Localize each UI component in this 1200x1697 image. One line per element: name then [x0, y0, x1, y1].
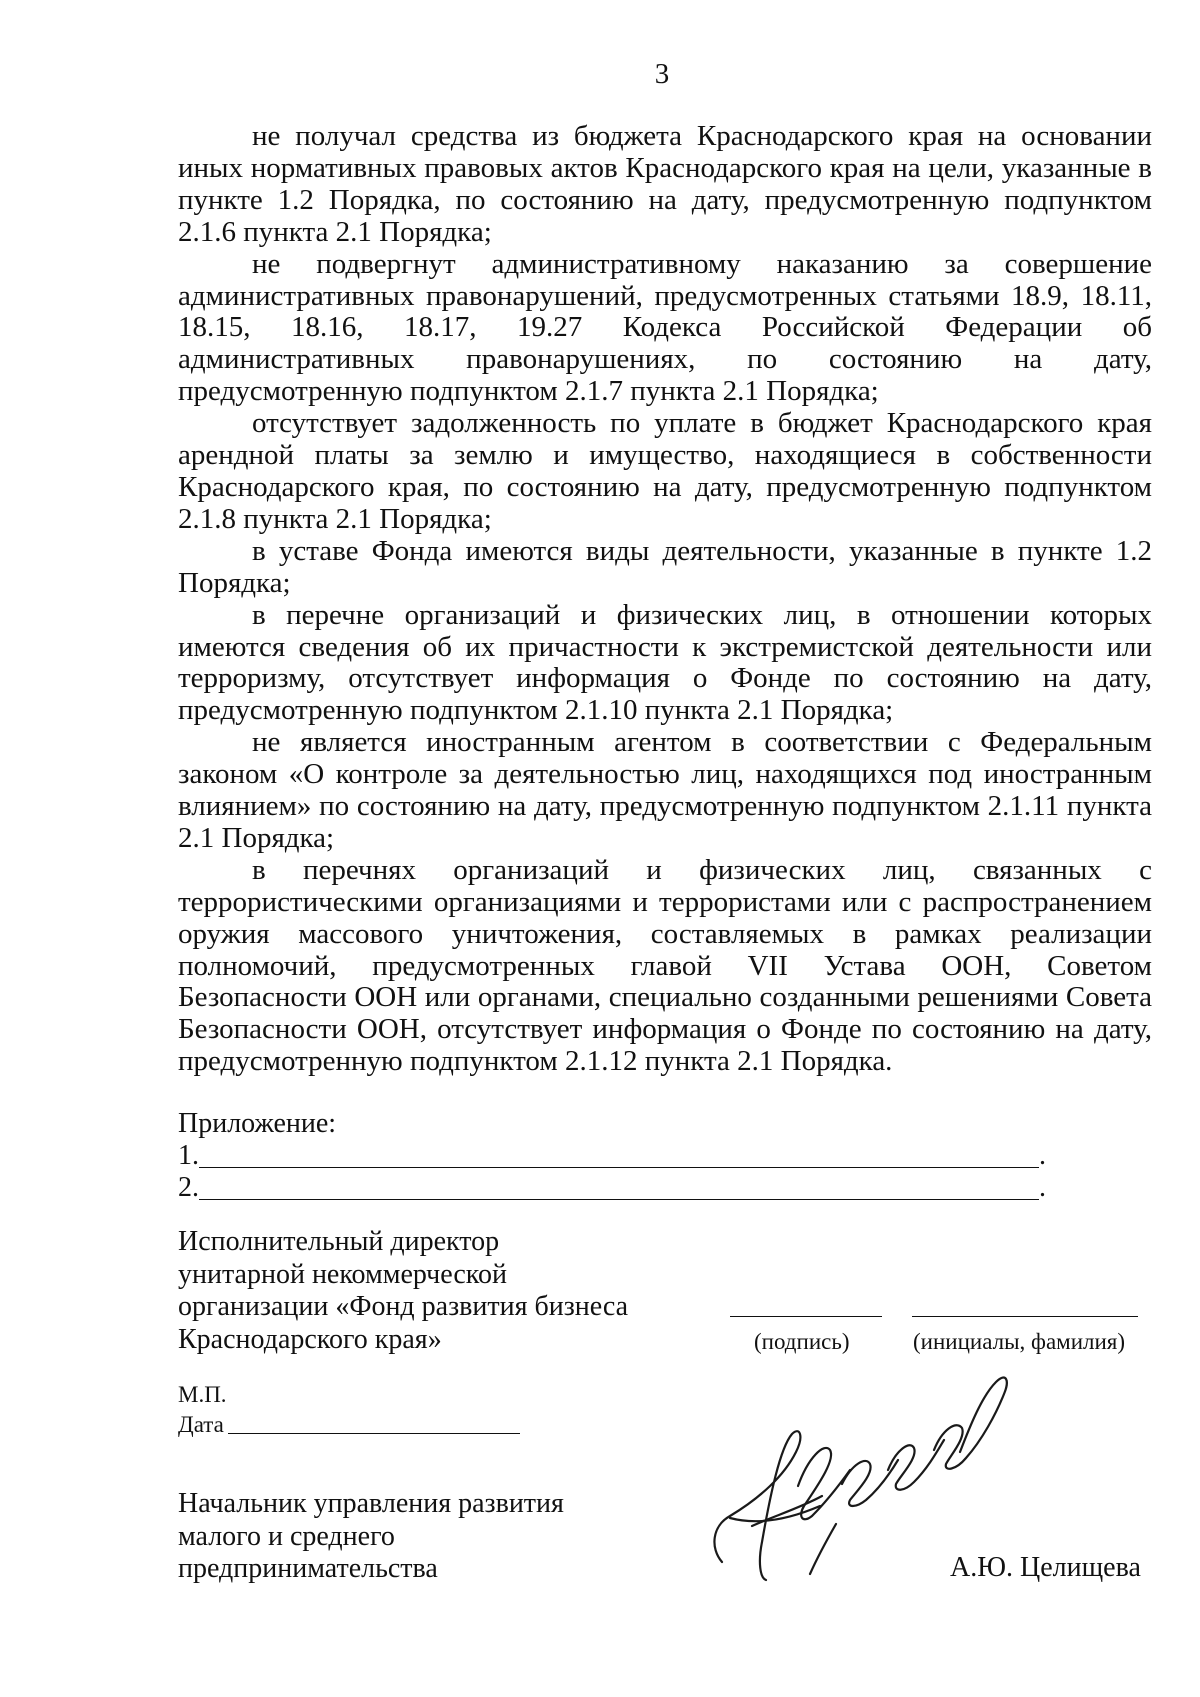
director-title-line: Исполнительный директор — [178, 1226, 500, 1257]
stamp-date-block — [178, 1380, 598, 1440]
paragraph-budget-funds: не получал средства из бюджета Краснодарского края на основании иных нормативных правовых актов Краснодарского края на цели, указанные в пункте 1.2 Порядка, по состоянию на дату, предусмотренную подпунктом 2.1.6 пункта 2.1 Порядка; — [178, 120, 1152, 248]
date-row — [178, 1410, 598, 1440]
document-body — [178, 121, 1152, 1078]
appendix-item-end: . — [1039, 1140, 1046, 1171]
director-title-line: организации «Фонд развития бизнеса — [178, 1291, 629, 1322]
page-number: 3 — [654, 58, 670, 90]
appendix-item-number: 2. — [178, 1172, 199, 1203]
appendix-item — [178, 1172, 1058, 1204]
signature-blank-line — [730, 1316, 882, 1317]
paragraph-administrative-penalty: не подвергнут административному наказанию за совершение административных правонарушений, предусмотренных статьями 18.9, 18.11, 18.15, 18.16, 18.17, 19.27 Кодекса Российской Федерации об административных правонарушениях, по состоянию на дату, предусмотренную подпунктом 2.1.7 пункта 2.1 Порядка; — [178, 247, 1152, 408]
date-label: Дата — [178, 1412, 224, 1437]
chief-title-line: Начальник управления развития — [178, 1488, 564, 1519]
appendix-item — [178, 1140, 1058, 1172]
stamp-row — [178, 1380, 598, 1410]
chief-name: А.Ю. Целищева — [950, 1552, 1141, 1583]
name-caption: (инициалы, фамилия) — [913, 1329, 1126, 1354]
paragraph-extremism-list: в перечне организаций и физических лиц, в отношении которых имеются сведения об их причастности к экстремистской деятельности или терроризму, отсутствует информация о Фонде по состоянию на дату, предусмотренную подпунктом 2.1.10 пункта 2.1 Порядка; — [178, 598, 1152, 727]
name-blank-line — [912, 1316, 1138, 1317]
stamp-label: М.П. — [178, 1382, 227, 1407]
signature-caption: (подпись) — [754, 1329, 850, 1354]
paragraph-terrorism-lists: в перечнях организаций и физических лиц, связанных с террористическими организациями и террористами или с распространением оружия массового уничтожения, составляемых в рамках реализации полномочий, предусмотренных главой VII Устава ООН, Советом Безопасности ООН или органами, специально созданными решениями Совета Безопасности ООН, отсутствует информация о Фонде по состоянию на дату, предусмотренную подпунктом 2.1.12 пункта 2.1 Порядка. — [178, 853, 1152, 1078]
paragraph-rent-debt: отсутствует задолженность по уплате в бюджет Краснодарского края арендной платы за землю и имущество, находящиеся в собственности Краснодарского края, по состоянию на дату, предусмотренную подпунктом 2.1.8 пункта 2.1 Порядка; — [178, 407, 1152, 535]
director-title-line: унитарной некоммерческой — [178, 1258, 507, 1290]
appendix-title: Приложение: — [178, 1108, 337, 1139]
director-title-line: Краснодарского края» — [178, 1323, 442, 1355]
chief-title-line: малого и среднего — [178, 1520, 395, 1552]
appendix-blank-line — [199, 1141, 1039, 1168]
paragraph-foreign-agent: не является иностранным агентом в соответствии с Федеральным законом «О контроле за деятельностью лиц, находящихся под иностранным влиянием» по состоянию на дату, предусмотренную подпунктом 2.1.11 пункта 2.1 Порядка; — [178, 726, 1152, 854]
director-signature-block — [730, 1304, 1150, 1364]
appendix-blank-line — [199, 1173, 1039, 1200]
appendix-item-number: 1. — [178, 1140, 199, 1171]
date-blank-line — [228, 1433, 520, 1434]
appendix-section — [178, 1108, 1058, 1204]
paragraph-charter-activities: в уставе Фонда имеются виды деятельности, указанные в пункте 1.2 Порядка; — [178, 534, 1152, 599]
appendix-item-end: . — [1039, 1172, 1046, 1203]
chief-title-line: предпринимательства — [178, 1553, 438, 1584]
chief-title — [178, 1488, 698, 1586]
director-title — [178, 1226, 698, 1356]
